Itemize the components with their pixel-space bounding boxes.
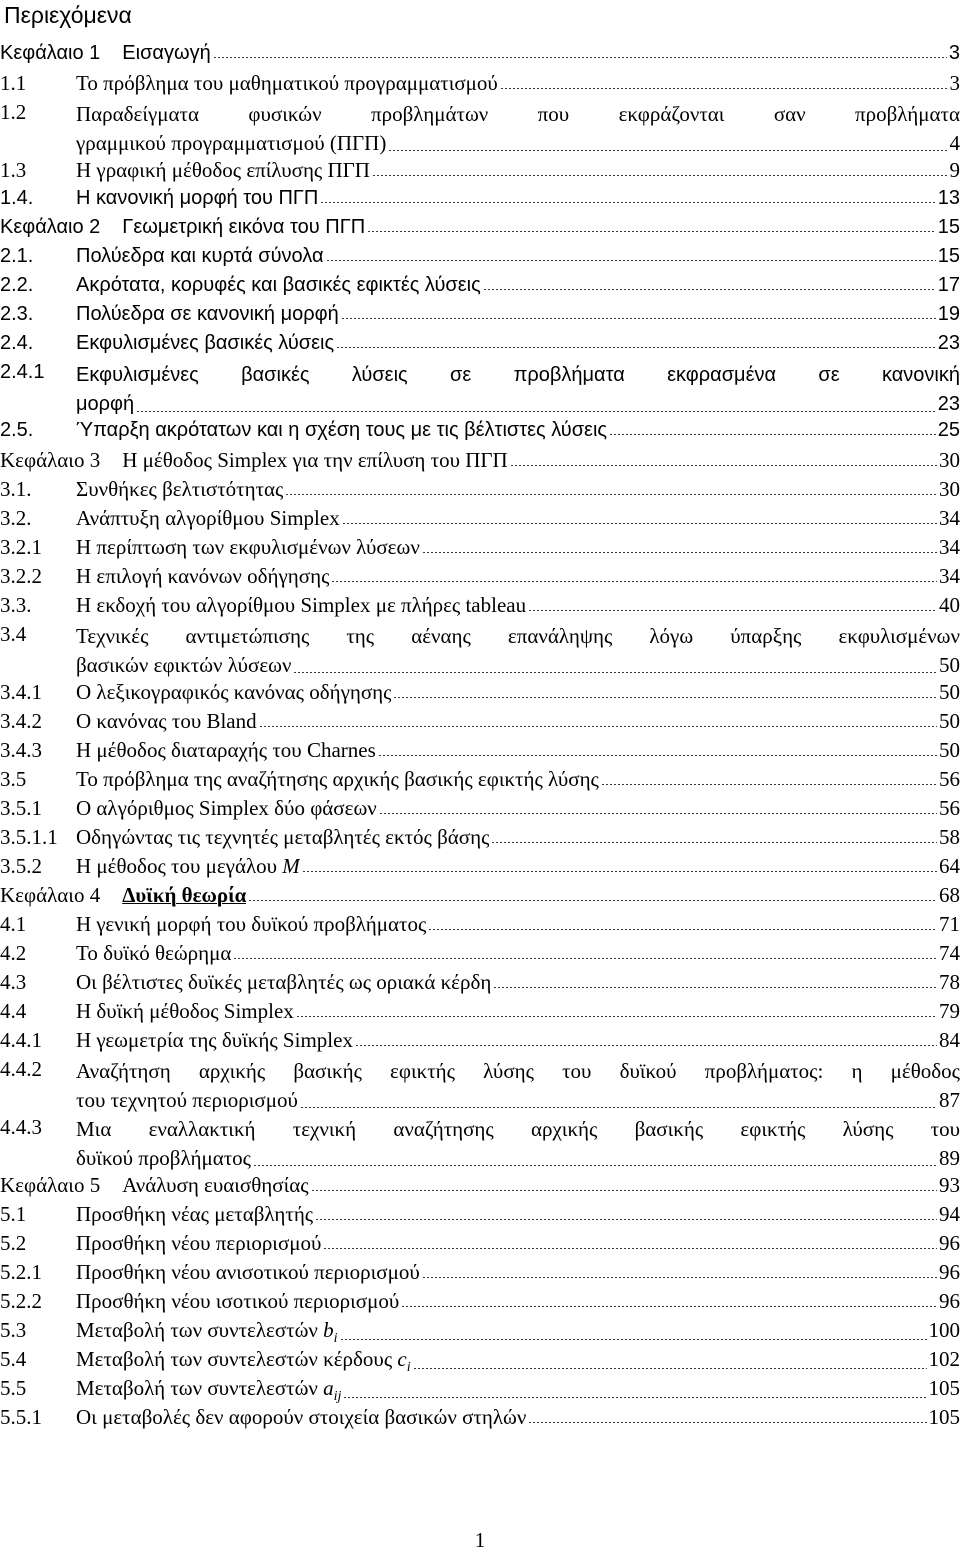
toc-entry-number: 4.4 xyxy=(0,999,76,1024)
dot-leader xyxy=(367,231,936,232)
toc-entry-page-number: 25 xyxy=(938,419,960,442)
toc-entry-title: Ύπαρξη ακρότατων και η σχέση τους με τις βέλτιστες λύσεις xyxy=(76,419,607,442)
toc-section-entry[interactable] xyxy=(0,738,960,767)
toc-entry-title: Μεταβολή των συντελεστών $b_i$ xyxy=(76,1318,338,1347)
toc-entry-number: 5.1 xyxy=(0,1202,76,1227)
toc-entry-page-number: 68 xyxy=(939,883,960,908)
toc-entry-page-number: 105 xyxy=(929,1376,960,1401)
toc-entry-number: 5.3 xyxy=(0,1318,76,1343)
toc-section-entry[interactable] xyxy=(0,825,960,854)
dot-leader xyxy=(311,1190,937,1191)
dot-leader xyxy=(413,1368,927,1369)
toc-entry-number: Κεφάλαιο 1 xyxy=(0,42,100,65)
toc-entry-title: Η περίπτωση των εκφυλισμένων λύσεων xyxy=(76,535,420,560)
toc-entry-title: Εκφυλισμένες βασικές λύσεις xyxy=(76,332,334,355)
toc-entry-title: Ακρότατα, κορυφές και βασικές εφικτές λύσεις xyxy=(76,274,481,297)
toc-entry-page-number: 15 xyxy=(938,245,960,268)
toc-entry-page-number: 79 xyxy=(939,999,960,1024)
toc-section-entry[interactable] xyxy=(0,622,960,680)
toc-entry-title: Εισαγωγή xyxy=(122,42,210,65)
toc-entry-number: 3.4 xyxy=(0,622,76,647)
toc-section-entry[interactable] xyxy=(0,187,960,216)
page-title: Περιεχόμενα xyxy=(4,0,132,30)
toc-section-entry[interactable] xyxy=(0,593,960,622)
dot-leader xyxy=(428,929,937,930)
toc-entry-number: Κεφάλαιο 3 xyxy=(0,448,100,473)
toc-section-entry[interactable] xyxy=(0,332,960,361)
math-symbol: b xyxy=(323,1318,334,1342)
toc-entry-number: 3.5.1 xyxy=(0,796,76,821)
dot-leader xyxy=(259,726,937,727)
toc-entry-page-number: 34 xyxy=(939,506,960,531)
dot-leader xyxy=(320,202,935,203)
toc-entry-page-number: 56 xyxy=(939,796,960,821)
dot-leader xyxy=(341,318,936,319)
dot-leader xyxy=(248,900,937,901)
toc-entry-number: 3.4.2 xyxy=(0,709,76,734)
toc-entry-number: 5.2.1 xyxy=(0,1260,76,1285)
toc-section-entry[interactable] xyxy=(0,1231,960,1260)
dot-leader xyxy=(422,1277,937,1278)
toc-entry-number: 4.3 xyxy=(0,970,76,995)
toc-entry-page-number: 19 xyxy=(938,303,960,326)
dot-leader xyxy=(528,1422,926,1423)
toc-entry-page-number: 74 xyxy=(939,941,960,966)
toc-entry-number: 1.2 xyxy=(0,100,76,125)
toc-entry-page-number: 4 xyxy=(950,129,960,158)
toc-entry-title: Το πρόβλημα της αναζήτησης αρχικής βασικής εφικτής λύσης xyxy=(76,767,599,792)
toc-section-entry[interactable] xyxy=(0,1260,960,1289)
toc-entry-number: 2.5. xyxy=(0,419,76,442)
toc-entry-number: 5.2 xyxy=(0,1231,76,1256)
toc-entry-number: Κεφάλαιο 5 xyxy=(0,1173,100,1198)
toc-section-entry[interactable] xyxy=(0,1057,960,1115)
toc-entry-title: Η γενική μορφή του δυϊκού προβλήματος xyxy=(76,912,426,937)
toc-entry-title: Προσθήκη νέου ισοτικού περιορισμού xyxy=(76,1289,399,1314)
toc-section-entry[interactable] xyxy=(0,767,960,796)
dot-leader xyxy=(253,1165,937,1166)
toc-section-entry[interactable] xyxy=(0,564,960,593)
toc-entry-number: 3.1. xyxy=(0,477,76,502)
toc-entry-title-continued: μορφή xyxy=(76,390,134,419)
dot-leader xyxy=(293,672,937,673)
toc-section-entry[interactable] xyxy=(0,361,960,419)
dot-leader xyxy=(401,1306,937,1307)
toc-entry-number: 1.3 xyxy=(0,158,76,183)
toc-section-entry[interactable] xyxy=(0,303,960,332)
toc-entry-title: Η δυϊκή μέθοδος Simplex xyxy=(76,999,294,1024)
dot-leader xyxy=(609,434,936,435)
dot-leader xyxy=(302,871,937,872)
toc-entry-number: 4.4.2 xyxy=(0,1057,76,1082)
toc-entry-number: 3.2.1 xyxy=(0,535,76,560)
table-of-contents xyxy=(0,42,960,1434)
dot-leader xyxy=(528,610,937,611)
toc-entry-number: 3.2. xyxy=(0,506,76,531)
toc-entry-title: Η επιλογή κανόνων οδήγησης xyxy=(76,564,329,589)
toc-entry-page-number: 50 xyxy=(939,738,960,763)
toc-entry-number: 4.4.3 xyxy=(0,1115,76,1140)
toc-chapter-entry[interactable] xyxy=(0,448,960,477)
toc-entry-page-number: 78 xyxy=(939,970,960,995)
toc-section-entry[interactable] xyxy=(0,1202,960,1231)
toc-section-entry[interactable] xyxy=(0,274,960,303)
toc-entry-page-number: 34 xyxy=(939,564,960,589)
dot-leader xyxy=(326,260,936,261)
dot-leader xyxy=(388,150,947,151)
math-symbol: a xyxy=(323,1376,334,1400)
toc-entry-title-continued: βασικών εφικτών λύσεων xyxy=(76,651,291,680)
toc-entry-page-number: 94 xyxy=(939,1202,960,1227)
toc-entry-number: Κεφάλαιο 4 xyxy=(0,883,100,908)
toc-entry-page-number: 23 xyxy=(938,332,960,355)
toc-entry-title: Μεταβολή των συντελεστών κέρδους $c_i$ xyxy=(76,1347,411,1376)
toc-entry-number: 3.4.1 xyxy=(0,680,76,705)
page-number: 1 xyxy=(0,1528,960,1553)
toc-section-entry[interactable] xyxy=(0,970,960,999)
toc-entry-number: 4.4.1 xyxy=(0,1028,76,1053)
dot-leader xyxy=(483,289,936,290)
dot-leader xyxy=(601,784,937,785)
toc-section-entry[interactable] xyxy=(0,1028,960,1057)
toc-entry-title: Ο λεξικογραφικός κανόνας οδήγησης xyxy=(76,680,391,705)
toc-entry-title: Το πρόβλημα του μαθηματικού προγραμματισμού xyxy=(76,71,498,96)
toc-entry-title: Παραδείγματα φυσικών προβλημάτων που εκφράζονται σαν προβλήματα xyxy=(76,100,960,129)
toc-entry-number: 2.4. xyxy=(0,332,76,355)
dot-leader xyxy=(491,842,937,843)
toc-entry-title: Η μέθοδος του μεγάλου M xyxy=(76,854,300,879)
toc-entry-page-number: 93 xyxy=(939,1173,960,1198)
toc-section-entry[interactable] xyxy=(0,1289,960,1318)
toc-entry-page-number: 100 xyxy=(929,1318,960,1343)
toc-entry-number: 1.4. xyxy=(0,187,76,210)
toc-entry-title: Τεχνικές αντιμετώπισης της αέναης επανάληψης λόγω ύπαρξης εκφυλισμένων xyxy=(76,622,960,651)
toc-entry-number: 4.1 xyxy=(0,912,76,937)
toc-entry-title: Συνθήκες βελτιστότητας xyxy=(76,477,283,502)
dot-leader xyxy=(285,494,937,495)
toc-entry-page-number: 23 xyxy=(938,390,960,419)
toc-section-entry[interactable] xyxy=(0,854,960,883)
toc-entry-title: Ανάλυση ευαισθησίας xyxy=(122,1173,308,1198)
dot-leader xyxy=(342,523,937,524)
toc-entry-number: 4.2 xyxy=(0,941,76,966)
toc-entry-page-number: 58 xyxy=(939,825,960,850)
toc-entry-title-continued: γραμμικού προγραμματισμού (ΠΓΠ) xyxy=(76,129,386,158)
toc-entry-page-number: 87 xyxy=(939,1086,960,1115)
toc-entry-page-number: 64 xyxy=(939,854,960,879)
math-symbol: M xyxy=(282,854,300,878)
toc-entry-title: Η γεωμετρία της δυϊκής Simplex xyxy=(76,1028,353,1053)
toc-entry-title: Δυϊκή θεωρία xyxy=(122,883,246,908)
dot-leader xyxy=(340,1339,927,1340)
toc-section-entry[interactable] xyxy=(0,506,960,535)
toc-entry-title: Ο αλγόριθμος Simplex δύο φάσεων xyxy=(76,796,377,821)
toc-entry-number: 3.3. xyxy=(0,593,76,618)
dot-leader xyxy=(213,57,947,58)
toc-entry-page-number: 84 xyxy=(939,1028,960,1053)
dot-leader xyxy=(296,1016,937,1017)
toc-entry-title: Προσθήκη νέου ανισοτικού περιορισμού xyxy=(76,1260,420,1285)
toc-entry-number: 2.2. xyxy=(0,274,76,297)
toc-entry-title: Πολύεδρα και κυρτά σύνολα xyxy=(76,245,324,268)
toc-entry-title: Οδηγώντας τις τεχνητές μεταβλητές εκτός βάσης xyxy=(76,825,489,850)
toc-entry-title: Η κανονική μορφή του ΠΓΠ xyxy=(76,187,318,210)
dot-leader xyxy=(493,987,937,988)
toc-entry-number: 2.3. xyxy=(0,303,76,326)
toc-entry-page-number: 71 xyxy=(939,912,960,937)
toc-section-entry[interactable] xyxy=(0,1405,960,1434)
toc-entry-title: Η μέθοδος Simplex για την επίλυση του ΠΓΠ xyxy=(122,448,508,473)
toc-section-entry[interactable] xyxy=(0,535,960,564)
toc-entry-page-number: 102 xyxy=(929,1347,960,1372)
toc-section-entry[interactable] xyxy=(0,1115,960,1173)
toc-entry-title: Ο κανόνας του Bland xyxy=(76,709,257,734)
toc-section-entry[interactable] xyxy=(0,71,960,100)
toc-chapter-entry[interactable] xyxy=(0,1173,960,1202)
toc-entry-number: 3.4.3 xyxy=(0,738,76,763)
toc-entry-title: Η γραφική μέθοδος επίλυσης ΠΓΠ xyxy=(76,158,370,183)
toc-section-entry[interactable] xyxy=(0,1376,960,1405)
toc-entry-number: 5.4 xyxy=(0,1347,76,1372)
toc-entry-page-number: 50 xyxy=(939,651,960,680)
toc-entry-page-number: 3 xyxy=(950,71,960,96)
toc-chapter-entry[interactable] xyxy=(0,42,960,71)
toc-entry-number: Κεφάλαιο 2 xyxy=(0,216,100,239)
dot-leader xyxy=(343,1397,926,1398)
toc-entry-page-number: 40 xyxy=(939,593,960,618)
math-symbol: c xyxy=(397,1347,406,1371)
toc-entry-page-number: 96 xyxy=(939,1260,960,1285)
toc-entry-title: Προσθήκη νέας μεταβλητής xyxy=(76,1202,313,1227)
dot-leader xyxy=(378,755,937,756)
dot-leader xyxy=(233,958,937,959)
toc-entry-title: Γεωμετρική εικόνα του ΠΓΠ xyxy=(122,216,365,239)
toc-section-entry[interactable] xyxy=(0,912,960,941)
toc-entry-number: 2.4.1 xyxy=(0,361,76,384)
toc-entry-title: Πολύεδρα σε κανονική μορφή xyxy=(76,303,339,326)
toc-chapter-entry[interactable] xyxy=(0,883,960,912)
toc-entry-page-number: 15 xyxy=(938,216,960,239)
toc-entry-title: Προσθήκη νέου περιορισμού xyxy=(76,1231,321,1256)
toc-entry-page-number: 89 xyxy=(939,1144,960,1173)
toc-entry-title: Εκφυλισμένες βασικές λύσεις σε προβλήματα εκφρασμένα σε κανονική xyxy=(76,361,960,390)
toc-entry-number: 3.5 xyxy=(0,767,76,792)
dot-leader xyxy=(379,813,937,814)
dot-leader xyxy=(331,581,937,582)
toc-entry-number: 3.5.1.1 xyxy=(0,825,76,850)
toc-section-entry[interactable] xyxy=(0,419,960,448)
toc-section-entry[interactable] xyxy=(0,1318,960,1347)
toc-entry-number: 3.5.2 xyxy=(0,854,76,879)
toc-entry-page-number: 56 xyxy=(939,767,960,792)
toc-entry-title-continued: δυϊκού προβλήματος xyxy=(76,1144,251,1173)
toc-entry-title: Οι μεταβολές δεν αφορούν στοιχεία βασικών στηλών xyxy=(76,1405,526,1430)
toc-section-entry[interactable] xyxy=(0,680,960,709)
toc-section-entry[interactable] xyxy=(0,709,960,738)
dot-leader xyxy=(136,411,936,412)
toc-entry-title: Μεταβολή των συντελεστών $a_{ij}$ xyxy=(76,1376,341,1405)
toc-entry-title: Αναζήτηση αρχικής βασικής εφικτής λύσης του δυϊκού προβλήματος: η μέθοδος xyxy=(76,1057,960,1086)
toc-section-entry[interactable] xyxy=(0,477,960,506)
dot-leader xyxy=(315,1219,937,1220)
toc-section-entry[interactable] xyxy=(0,100,960,158)
toc-entry-number: 3.2.2 xyxy=(0,564,76,589)
dot-leader xyxy=(323,1248,937,1249)
toc-entry-title: Το δυϊκό θεώρημα xyxy=(76,941,231,966)
toc-section-entry[interactable] xyxy=(0,245,960,274)
dot-leader xyxy=(510,465,937,466)
toc-entry-page-number: 34 xyxy=(939,535,960,560)
toc-entry-page-number: 50 xyxy=(939,680,960,705)
dot-leader xyxy=(336,347,936,348)
toc-entry-page-number: 3 xyxy=(949,42,960,65)
toc-entry-number: 5.2.2 xyxy=(0,1289,76,1314)
toc-entry-number: 1.1 xyxy=(0,71,76,96)
toc-entry-title-continued: του τεχνητού περιορισμού xyxy=(76,1086,298,1115)
dot-leader xyxy=(372,175,948,176)
toc-entry-page-number: 50 xyxy=(939,709,960,734)
toc-entry-page-number: 96 xyxy=(939,1289,960,1314)
dot-leader xyxy=(500,88,948,89)
toc-entry-page-number: 13 xyxy=(938,187,960,210)
toc-entry-page-number: 30 xyxy=(939,477,960,502)
toc-entry-title: Οι βέλτιστες δυϊκές μεταβλητές ως οριακά κέρδη xyxy=(76,970,491,995)
toc-entry-page-number: 17 xyxy=(938,274,960,297)
toc-chapter-entry[interactable] xyxy=(0,216,960,245)
dot-leader xyxy=(393,697,937,698)
toc-entry-number: 5.5 xyxy=(0,1376,76,1401)
toc-section-entry[interactable] xyxy=(0,796,960,825)
toc-entry-title: Η μέθοδος διαταραχής του Charnes xyxy=(76,738,376,763)
toc-section-entry[interactable] xyxy=(0,999,960,1028)
toc-section-entry[interactable] xyxy=(0,158,960,187)
toc-entry-page-number: 105 xyxy=(929,1405,960,1430)
toc-entry-title: Η εκδοχή του αλγορίθμου Simplex με πλήρες tableau xyxy=(76,593,526,618)
dot-leader xyxy=(355,1045,937,1046)
toc-section-entry[interactable] xyxy=(0,1347,960,1376)
toc-section-entry[interactable] xyxy=(0,941,960,970)
toc-entry-page-number: 9 xyxy=(950,158,960,183)
toc-entry-number: 2.1. xyxy=(0,245,76,268)
toc-entry-page-number: 96 xyxy=(939,1231,960,1256)
toc-entry-title: Ανάπτυξη αλγορίθμου Simplex xyxy=(76,506,340,531)
toc-entry-page-number: 30 xyxy=(939,448,960,473)
toc-entry-title: Μια εναλλακτική τεχνική αναζήτησης αρχικής βασικής εφικτής λύσης του xyxy=(76,1115,960,1144)
dot-leader xyxy=(422,552,937,553)
dot-leader xyxy=(300,1107,937,1108)
toc-entry-number: 5.5.1 xyxy=(0,1405,76,1430)
